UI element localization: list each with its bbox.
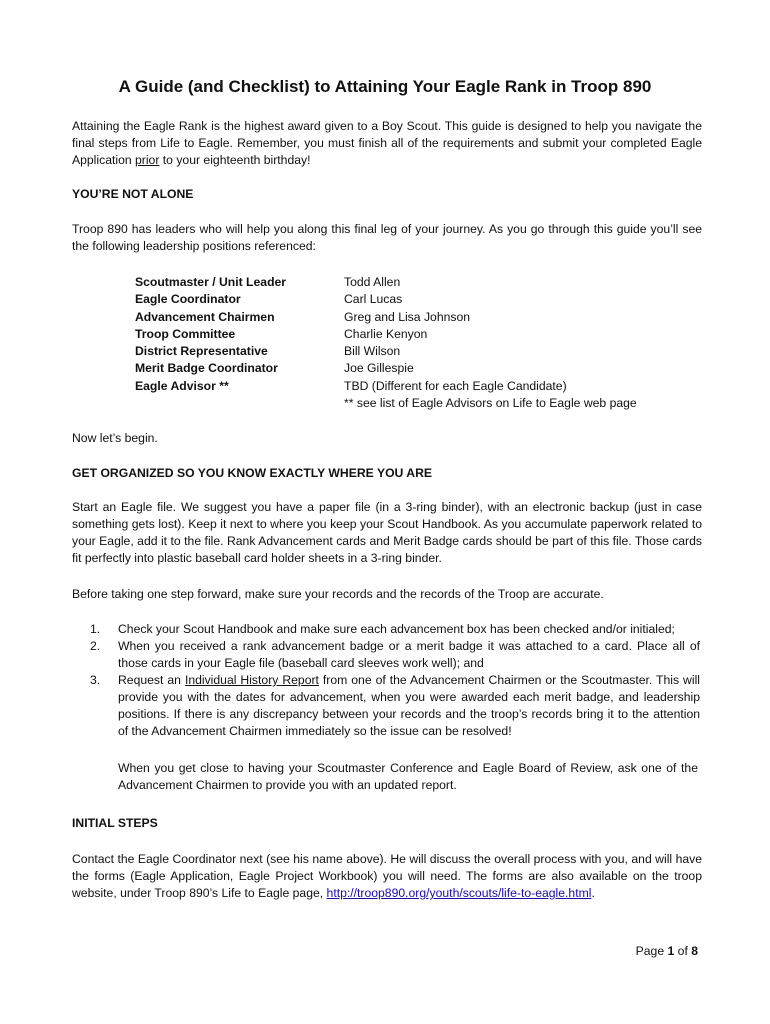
checklist-item xyxy=(90,672,700,740)
section-heading-not-alone: YOU’RE NOT ALONE xyxy=(72,187,194,201)
records-paragraph: Before taking one step forward, make sure your records and the records of the Troop are accurate. xyxy=(72,587,604,601)
role-title: Scoutmaster / Unit Leader xyxy=(135,275,287,289)
role-title: Eagle Coordinator xyxy=(135,292,241,307)
checklist-text: When you received a rank advancement badge or a merit badge it was attached to a card. Place all of those cards in your Eagle file (baseball card sleeves work well); and xyxy=(118,639,700,670)
role-footnote: ** see list of Eagle Advisors on Life to Eagle web page xyxy=(344,396,637,411)
begin-text: Now let’s begin. xyxy=(72,431,158,445)
role-name: Carl Lucas xyxy=(344,292,403,307)
leadership-table xyxy=(135,274,695,412)
leadership-row xyxy=(135,395,695,412)
section-heading-get-organized: GET ORGANIZED SO YOU KNOW EXACTLY WHERE YOU ARE xyxy=(72,466,433,480)
checklist-text xyxy=(118,672,700,740)
role-name: Joe Gillespie xyxy=(344,361,414,376)
intro-text-end: to your eighteenth birthday! xyxy=(159,153,311,167)
role-title: Advancement Chairmen xyxy=(135,309,275,324)
section-heading-initial-steps: INITIAL STEPS xyxy=(72,816,158,830)
role-name: Charlie Kenyon xyxy=(344,326,428,341)
leadership-row xyxy=(135,309,695,326)
history-report-term: Individual History Report xyxy=(184,673,319,687)
role-name: TBD (Different for each Eagle Candidate) xyxy=(344,378,567,393)
leadership-row xyxy=(135,291,695,308)
role-title: Troop Committee xyxy=(135,326,236,341)
leadership-row xyxy=(135,326,695,343)
role-name: Todd Allen xyxy=(344,275,401,289)
intro-text: Attaining the Eagle Rank is the highest award given to a Boy Scout. This guide is designed to help you navigate the final steps from Life to Eagle. Remember, you must finish all of the requirements and submit your completed Eagle Application xyxy=(72,119,702,167)
checklist-number: 3. xyxy=(90,673,101,687)
role-title xyxy=(135,395,344,412)
total-pages: 8 xyxy=(691,944,698,958)
leaders-paragraph: Troop 890 has leaders who will help you along this final leg of your journey. As you go through this guide you’ll see the following leadership positions referenced: xyxy=(72,222,702,253)
page-of-label: of xyxy=(674,944,692,958)
checklist-number: 1. xyxy=(90,622,101,636)
eagle-file-paragraph: Start an Eagle file. We suggest you have a paper file (in a 3-ring binder), with an electronic backup (just in case something gets lost). Keep it next to where you keep your Scout Handbook. As you accumulate paperwork related to your Eagle, add it to the file. Rank Advancement cards and Merit Badge cards should be part of this file. Those cards fit perfectly into plastic baseball card holder sheets in a 3-ring binder. xyxy=(72,500,702,565)
initial-steps-text: Contact the Eagle Coordinator next (see his name above). He will discuss the overall process with you, and will have the forms (Eagle Application, Eagle Project Workbook) you will need. The forms are also available on the troop website, under Troop 890’s Life to Eagle page, xyxy=(72,852,702,900)
checklist-number: 2. xyxy=(90,639,101,653)
checklist-text-start: Request an xyxy=(118,673,185,687)
role-name: Greg and Lisa Johnson xyxy=(344,309,471,324)
checklist-item xyxy=(90,638,700,672)
checklist-item xyxy=(90,621,700,638)
leadership-row xyxy=(135,274,695,291)
checklist xyxy=(90,621,700,740)
page-label: Page xyxy=(635,944,668,958)
role-title: Eagle Advisor ** xyxy=(135,378,229,393)
leadership-row xyxy=(135,343,695,360)
page-title: A Guide (and Checklist) to Attaining Your Eagle Rank in Troop 890 xyxy=(118,77,652,96)
role-title: Merit Badge Coordinator xyxy=(135,361,278,376)
role-name: Bill Wilson xyxy=(344,344,401,359)
followup-paragraph: When you get close to having your Scoutmaster Conference and Eagle Board of Review, ask one of the Advancement Chairmen to provide you with an updated report. xyxy=(118,761,698,792)
leadership-row xyxy=(135,378,695,395)
initial-steps-text-end: . xyxy=(591,886,595,900)
intro-paragraph xyxy=(72,118,702,169)
current-page: 1 xyxy=(667,944,675,958)
role-title: District Representative xyxy=(135,344,268,359)
initial-steps-paragraph xyxy=(72,851,702,902)
intro-emphasis: prior xyxy=(135,153,160,167)
checklist-text-end: from one of the Advancement Chairmen or the Scoutmaster. This will provide you with the dates for advancement, when you were awarded each merit badge, and leadership positions. If there is any discrepancy between your records and the troop’s records bring it to the attention of the Advancement Chairmen immediately so the issue can be resolved! xyxy=(118,673,700,738)
life-to-eagle-link[interactable]: http://troop890.org/youth/scouts/life-to-eagle.html xyxy=(326,886,592,900)
page-number xyxy=(560,943,698,960)
leadership-row xyxy=(135,360,695,377)
checklist-text: Check your Scout Handbook and make sure each advancement box has been checked and/or initialed; xyxy=(118,622,675,636)
